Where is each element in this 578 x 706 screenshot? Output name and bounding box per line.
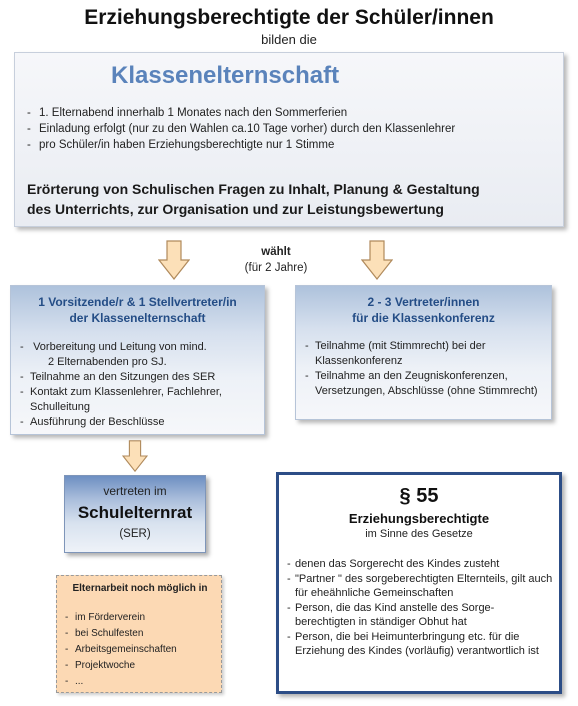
list-item: - Person, die bei Heimunterbringung etc. für die Erziehung des Kindes (vorläufig) verantwortlich ist xyxy=(287,630,553,659)
page-subtitle: bilden die xyxy=(261,32,317,47)
ser-label: vertreten im xyxy=(103,484,167,498)
list-item: - 1. Elternabend innerhalb 1 Monates nach den Sommerferien xyxy=(27,105,455,121)
list-item-text: Vorbereitung und Leitung von mind. xyxy=(33,341,207,353)
ser-name: Schulelternrat xyxy=(77,503,193,522)
list-item: - Einladung erfolgt (nur zu den Wahlen ca.10 Tage vorher) durch den Klassenlehrer xyxy=(27,121,455,137)
klassenelternschaft-box xyxy=(14,52,564,227)
schulelternrat-box xyxy=(64,475,206,553)
klassenkonferenz-title xyxy=(296,294,551,326)
elternarbeit-list xyxy=(65,610,177,690)
vorsitz-title xyxy=(11,294,264,326)
list-item: - ... xyxy=(65,674,177,690)
list-item: - Teilnahme an den Sitzungen des SER xyxy=(20,370,258,385)
elternarbeit-box xyxy=(56,575,222,693)
title-line: der Klassenelternschaft xyxy=(69,311,206,325)
vorsitz-list xyxy=(20,340,258,430)
list-item: - bei Schulfesten xyxy=(65,626,177,642)
list-item: - im Förderverein xyxy=(65,610,177,626)
law-subtitle: im Sinne des Gesetze xyxy=(365,528,473,540)
waehlt-label: wählt xyxy=(261,246,291,258)
term-note: (für 2 Jahre) xyxy=(244,262,308,274)
paragraph-number: § 55 xyxy=(399,485,439,507)
list-item: - Kontakt zum Klassenlehrer, Fachlehrer, Schulleitung xyxy=(20,385,258,415)
title-line: 1 Vorsitzende/r & 1 Stellvertreter/in xyxy=(38,295,237,309)
list-item: - denen das Sorgerecht des Kindes zusteht xyxy=(287,557,553,572)
list-item: - Teilnahme (mit Stimmrecht) bei der Klassenkonferenz xyxy=(305,339,543,369)
paragraph-55-box xyxy=(276,472,562,694)
title-line: für die Klassenkonferenz xyxy=(352,311,495,325)
list-item: - Ausführung der Beschlüsse xyxy=(20,415,258,430)
list-item: - "Partner " des sorgeberechtigten Elternteils, gilt auch für eheähnliche Gemeinschaften xyxy=(287,572,553,601)
list-item xyxy=(20,340,258,370)
law-title: Erziehungsberechtigte xyxy=(348,511,490,526)
list-item: - Teilnahme an den Zeugniskonferenzen, Versetzungen, Abschlüsse (ohne Stimmrecht) xyxy=(305,369,543,399)
klassenkonferenz-list xyxy=(305,339,543,399)
elternarbeit-heading: Elternarbeit noch möglich in xyxy=(72,583,208,594)
title-line: 2 - 3 Vertreter/innen xyxy=(367,295,480,309)
list-item: - Arbeitsgemeinschaften xyxy=(65,642,177,658)
law-definition-list xyxy=(287,557,553,659)
klassenelternschaft-purpose xyxy=(27,179,557,219)
list-item-continuation: 2 Elternabenden pro SJ. xyxy=(48,356,167,368)
ser-abbreviation: (SER) xyxy=(119,528,151,540)
down-arrow-icon xyxy=(122,440,148,472)
purpose-line: des Unterrichts, zur Organisation und zur Leistungsbewertung xyxy=(27,201,444,217)
klassenelternschaft-heading: Klassenelternschaft xyxy=(111,62,340,89)
list-item: - Person, die das Kind anstelle des Sorge-berechtigten in ständiger Obhut hat xyxy=(287,601,553,630)
election-label xyxy=(226,244,326,276)
list-item: - pro Schüler/in haben Erziehungsberechtigte nur 1 Stimme xyxy=(27,137,455,153)
list-item: - Projektwoche xyxy=(65,658,177,674)
down-arrow-icon xyxy=(158,240,190,280)
down-arrow-icon xyxy=(361,240,393,280)
page-title: Erziehungsberechtigte der Schüler/innen xyxy=(84,6,494,29)
purpose-line: Erörterung von Schulischen Fragen zu Inhalt, Planung & Gestaltung xyxy=(27,181,480,197)
klassenelternschaft-list xyxy=(27,105,455,153)
klassenkonferenz-box xyxy=(295,285,552,420)
vorsitz-box xyxy=(10,285,265,435)
